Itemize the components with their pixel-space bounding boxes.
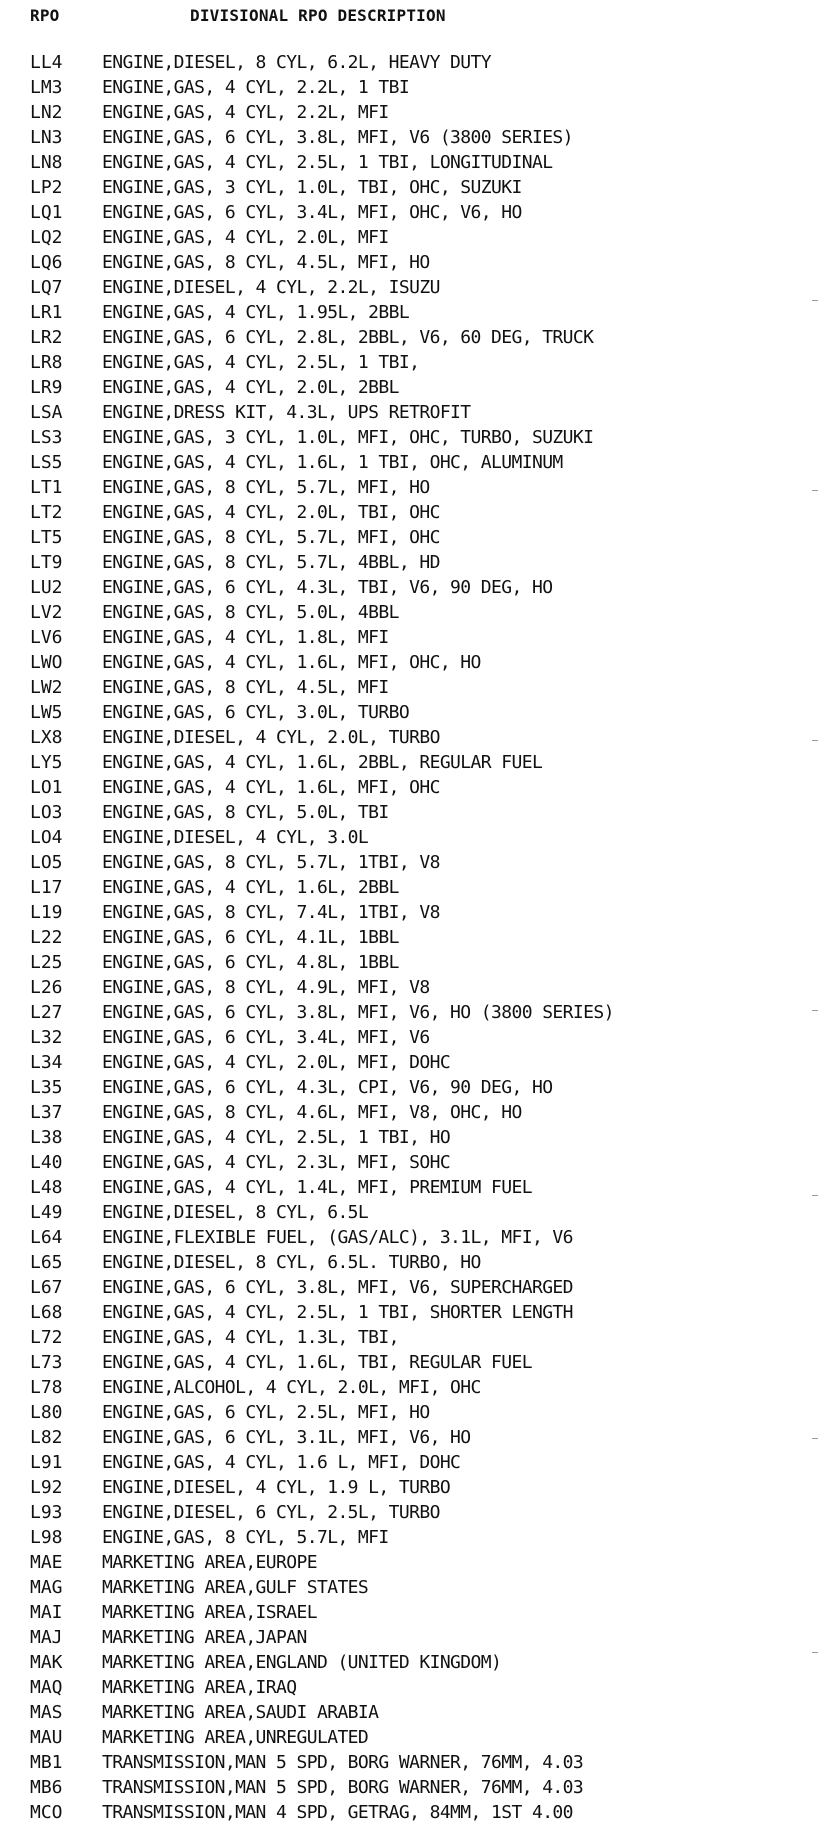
margin-mark: [812, 1195, 818, 1196]
table-row: [30, 1325, 810, 1350]
rpo-description: MARKETING AREA,JAPAN: [102, 1627, 307, 1648]
rpo-code: L25: [30, 952, 63, 973]
rpo-code: L72: [30, 1327, 63, 1348]
rpo-code: L65: [30, 1252, 63, 1273]
table-row: [30, 150, 810, 175]
rpo-code: MAG: [30, 1577, 63, 1598]
rpo-description: ENGINE,GAS, 4 CYL, 1.8L, MFI: [102, 627, 389, 648]
table-row: [30, 1200, 810, 1225]
rpo-description: ENGINE,GAS, 6 CYL, 4.3L, TBI, V6, 90 DEG, HO: [102, 577, 553, 598]
table-row: [30, 1525, 810, 1550]
rpo-description: ENGINE,GAS, 4 CYL, 1.6L, 2BBL: [102, 877, 399, 898]
table-row: [30, 1250, 810, 1275]
rpo-description: MARKETING AREA,EUROPE: [102, 1552, 317, 1573]
rpo-code: L38: [30, 1127, 63, 1148]
rpo-description: ENGINE,GAS, 4 CYL, 1.6L, MFI, OHC: [102, 777, 440, 798]
rpo-code: LO1: [30, 777, 63, 798]
table-row: [30, 1650, 810, 1675]
table-row: [30, 1175, 810, 1200]
table-row: [30, 1275, 810, 1300]
rpo-description: ENGINE,ALCOHOL, 4 CYL, 2.0L, MFI, OHC: [102, 1377, 481, 1398]
rpo-description: ENGINE,GAS, 4 CYL, 1.3L, TBI,: [102, 1327, 399, 1348]
table-row: [30, 625, 810, 650]
table-row: [30, 1700, 810, 1725]
table-row: [30, 250, 810, 275]
table-row: [30, 1075, 810, 1100]
rpo-code: L67: [30, 1277, 63, 1298]
rpo-code: L32: [30, 1027, 63, 1048]
table-row: [30, 1400, 810, 1425]
rpo-description: ENGINE,GAS, 8 CYL, 4.9L, MFI, V8: [102, 977, 430, 998]
table-row: [30, 675, 810, 700]
rpo-description: MARKETING AREA,SAUDI ARABIA: [102, 1702, 379, 1723]
table-row: [30, 1575, 810, 1600]
table-row: [30, 825, 810, 850]
rpo-code: LO4: [30, 827, 63, 848]
rpo-code: LN3: [30, 127, 63, 148]
table-row: [30, 100, 810, 125]
rpo-code: MB6: [30, 1777, 63, 1798]
rpo-code: LM3: [30, 77, 63, 98]
rpo-code: LR9: [30, 377, 63, 398]
rpo-code: L82: [30, 1427, 63, 1448]
rpo-description: ENGINE,DIESEL, 4 CYL, 2.2L, ISUZU: [102, 277, 440, 298]
rpo-code: L34: [30, 1052, 63, 1073]
table-row: [30, 1725, 810, 1750]
rpo-code: LSA: [30, 402, 63, 423]
rpo-list: [30, 50, 810, 1825]
table-row: [30, 175, 810, 200]
rpo-description: ENGINE,GAS, 4 CYL, 2.3L, MFI, SOHC: [102, 1152, 451, 1173]
rpo-code: MAQ: [30, 1677, 63, 1698]
rpo-code: LQ1: [30, 202, 63, 223]
margin-mark: [812, 1652, 818, 1653]
table-row: [30, 1475, 810, 1500]
rpo-description: ENGINE,GAS, 6 CYL, 3.4L, MFI, OHC, V6, HO: [102, 202, 522, 223]
rpo-code: LQ6: [30, 252, 63, 273]
rpo-description: MARKETING AREA,GULF STATES: [102, 1577, 369, 1598]
rpo-description: ENGINE,GAS, 6 CYL, 3.8L, MFI, V6, SUPERCHARGED: [102, 1277, 573, 1298]
rpo-description: ENGINE,GAS, 8 CYL, 5.7L, 4BBL, HD: [102, 552, 440, 573]
rpo-code: L26: [30, 977, 63, 998]
rpo-code: L68: [30, 1302, 63, 1323]
table-row: [30, 75, 810, 100]
rpo-code: LP2: [30, 177, 63, 198]
rpo-description: ENGINE,GAS, 6 CYL, 3.1L, MFI, V6, HO: [102, 1427, 471, 1448]
rpo-description: ENGINE,GAS, 6 CYL, 3.8L, MFI, V6, HO (3800 SERIES): [102, 1002, 614, 1023]
rpo-description: ENGINE,GAS, 8 CYL, 5.7L, 1TBI, V8: [102, 852, 440, 873]
rpo-description: TRANSMISSION,MAN 5 SPD, BORG WARNER, 76MM, 4.03: [102, 1752, 584, 1773]
rpo-description: ENGINE,GAS, 6 CYL, 3.0L, TURBO: [102, 702, 410, 723]
rpo-description: ENGINE,GAS, 8 CYL, 5.7L, MFI, OHC: [102, 527, 440, 548]
table-row: [30, 750, 810, 775]
rpo-code: LQ7: [30, 277, 63, 298]
rpo-code: MAE: [30, 1552, 63, 1573]
table-row: [30, 575, 810, 600]
table-row: [30, 925, 810, 950]
rpo-description: ENGINE,DIESEL, 8 CYL, 6.2L, HEAVY DUTY: [102, 52, 492, 73]
rpo-code: L91: [30, 1452, 63, 1473]
rpo-code: LW2: [30, 677, 63, 698]
rpo-description: ENGINE,GAS, 4 CYL, 1.6L, 2BBL, REGULAR FUEL: [102, 752, 543, 773]
rpo-code: LO5: [30, 852, 63, 873]
margin-mark: [812, 300, 818, 301]
table-row: [30, 1025, 810, 1050]
rpo-code: L17: [30, 877, 63, 898]
rpo-code: LO3: [30, 802, 63, 823]
rpo-code: L93: [30, 1502, 63, 1523]
table-row: [30, 50, 810, 75]
rpo-description: ENGINE,GAS, 8 CYL, 5.0L, 4BBL: [102, 602, 399, 623]
rpo-description: ENGINE,GAS, 4 CYL, 1.6 L, MFI, DOHC: [102, 1452, 461, 1473]
rpo-description: ENGINE,GAS, 6 CYL, 2.5L, MFI, HO: [102, 1402, 430, 1423]
rpo-code: MAI: [30, 1602, 63, 1623]
table-row: [30, 700, 810, 725]
rpo-description: ENGINE,DIESEL, 4 CYL, 2.0L, TURBO: [102, 727, 440, 748]
rpo-code: LW5: [30, 702, 63, 723]
rpo-code: LT9: [30, 552, 63, 573]
rpo-description: ENGINE,DIESEL, 8 CYL, 6.5L: [102, 1202, 369, 1223]
rpo-code: L27: [30, 1002, 63, 1023]
table-row: [30, 1425, 810, 1450]
rpo-description: ENGINE,GAS, 8 CYL, 7.4L, 1TBI, V8: [102, 902, 440, 923]
rpo-description: ENGINE,DIESEL, 6 CYL, 2.5L, TURBO: [102, 1502, 440, 1523]
description-column-header: DIVISIONAL RPO DESCRIPTION: [190, 6, 446, 25]
rpo-code: L37: [30, 1102, 63, 1123]
rpo-code: LR1: [30, 302, 63, 323]
rpo-code: L78: [30, 1377, 63, 1398]
rpo-description: ENGINE,GAS, 6 CYL, 3.8L, MFI, V6 (3800 SERIES): [102, 127, 573, 148]
rpo-code: LV6: [30, 627, 63, 648]
rpo-code: L49: [30, 1202, 63, 1223]
rpo-code: LWO: [30, 652, 63, 673]
rpo-description: ENGINE,GAS, 3 CYL, 1.0L, MFI, OHC, TURBO, SUZUKI: [102, 427, 594, 448]
rpo-code: L19: [30, 902, 63, 923]
rpo-description: ENGINE,DIESEL, 8 CYL, 6.5L. TURBO, HO: [102, 1252, 481, 1273]
table-row: [30, 1600, 810, 1625]
table-row: [30, 775, 810, 800]
table-row: [30, 500, 810, 525]
rpo-description: ENGINE,GAS, 4 CYL, 2.0L, TBI, OHC: [102, 502, 440, 523]
rpo-code: L92: [30, 1477, 63, 1498]
rpo-code: L22: [30, 927, 63, 948]
table-row: [30, 650, 810, 675]
table-row: [30, 300, 810, 325]
table-row: [30, 425, 810, 450]
rpo-code: LR8: [30, 352, 63, 373]
table-row: [30, 1125, 810, 1150]
rpo-description: ENGINE,GAS, 4 CYL, 1.4L, MFI, PREMIUM FUEL: [102, 1177, 532, 1198]
rpo-code: MB1: [30, 1752, 63, 1773]
rpo-description: ENGINE,GAS, 4 CYL, 1.95L, 2BBL: [102, 302, 410, 323]
table-row: [30, 850, 810, 875]
rpo-code: LR2: [30, 327, 63, 348]
table-row: [30, 600, 810, 625]
table-row: [30, 1375, 810, 1400]
table-row: [30, 1150, 810, 1175]
table-header: [30, 6, 790, 32]
margin-mark: [812, 490, 818, 491]
rpo-description: ENGINE,GAS, 4 CYL, 2.0L, 2BBL: [102, 377, 399, 398]
rpo-code: L35: [30, 1077, 63, 1098]
rpo-code: L48: [30, 1177, 63, 1198]
margin-mark: [812, 740, 818, 741]
rpo-description: MARKETING AREA,ISRAEL: [102, 1602, 317, 1623]
table-row: [30, 1775, 810, 1800]
rpo-code: LN8: [30, 152, 63, 173]
rpo-code: L64: [30, 1227, 63, 1248]
table-row: [30, 450, 810, 475]
rpo-description: ENGINE,GAS, 8 CYL, 4.5L, MFI, HO: [102, 252, 430, 273]
rpo-description: ENGINE,GAS, 4 CYL, 1.6L, MFI, OHC, HO: [102, 652, 481, 673]
rpo-description: MARKETING AREA,UNREGULATED: [102, 1727, 369, 1748]
table-row: [30, 725, 810, 750]
rpo-description: MARKETING AREA,IRAQ: [102, 1677, 297, 1698]
rpo-description: ENGINE,GAS, 8 CYL, 5.0L, TBI: [102, 802, 389, 823]
table-row: [30, 1225, 810, 1250]
table-row: [30, 1050, 810, 1075]
rpo-code: L80: [30, 1402, 63, 1423]
table-row: [30, 975, 810, 1000]
table-row: [30, 200, 810, 225]
table-row: [30, 1300, 810, 1325]
rpo-description: ENGINE,GAS, 4 CYL, 2.5L, 1 TBI, LONGITUDINAL: [102, 152, 553, 173]
rpo-description: ENGINE,GAS, 6 CYL, 3.4L, MFI, V6: [102, 1027, 430, 1048]
rpo-description: ENGINE,GAS, 4 CYL, 2.5L, 1 TBI, HO: [102, 1127, 451, 1148]
rpo-description: MARKETING AREA,ENGLAND (UNITED KINGDOM): [102, 1652, 502, 1673]
table-row: [30, 1100, 810, 1125]
rpo-description: ENGINE,GAS, 8 CYL, 4.6L, MFI, V8, OHC, HO: [102, 1102, 522, 1123]
rpo-code: LS5: [30, 452, 63, 473]
table-row: [30, 875, 810, 900]
rpo-description: TRANSMISSION,MAN 5 SPD, BORG WARNER, 76MM, 4.03: [102, 1777, 584, 1798]
rpo-description: ENGINE,GAS, 4 CYL, 2.2L, 1 TBI: [102, 77, 410, 98]
rpo-description: ENGINE,GAS, 6 CYL, 2.8L, 2BBL, V6, 60 DEG, TRUCK: [102, 327, 594, 348]
rpo-description: ENGINE,GAS, 8 CYL, 5.7L, MFI, HO: [102, 477, 430, 498]
table-row: [30, 225, 810, 250]
rpo-description: ENGINE,GAS, 4 CYL, 2.0L, MFI, DOHC: [102, 1052, 451, 1073]
rpo-description: ENGINE,DIESEL, 4 CYL, 3.0L: [102, 827, 369, 848]
margin-mark: [812, 1438, 818, 1439]
rpo-description: ENGINE,FLEXIBLE FUEL, (GAS/ALC), 3.1L, MFI, V6: [102, 1227, 573, 1248]
rpo-code: LS3: [30, 427, 63, 448]
rpo-code: LT5: [30, 527, 63, 548]
table-row: [30, 1450, 810, 1475]
rpo-code: LL4: [30, 52, 63, 73]
rpo-description: ENGINE,GAS, 6 CYL, 4.3L, CPI, V6, 90 DEG, HO: [102, 1077, 553, 1098]
table-row: [30, 550, 810, 575]
table-row: [30, 900, 810, 925]
rpo-description: ENGINE,DIESEL, 4 CYL, 1.9 L, TURBO: [102, 1477, 451, 1498]
rpo-description: ENGINE,GAS, 4 CYL, 2.0L, MFI: [102, 227, 389, 248]
rpo-code: LV2: [30, 602, 63, 623]
rpo-description: ENGINE,GAS, 8 CYL, 4.5L, MFI: [102, 677, 389, 698]
rpo-code: L98: [30, 1527, 63, 1548]
rpo-code: LX8: [30, 727, 63, 748]
rpo-description: ENGINE,GAS, 6 CYL, 4.8L, 1BBL: [102, 952, 399, 973]
rpo-column-header: RPO: [30, 6, 60, 25]
table-row: [30, 1350, 810, 1375]
rpo-code: LT1: [30, 477, 63, 498]
table-row: [30, 525, 810, 550]
table-row: [30, 350, 810, 375]
rpo-description: ENGINE,GAS, 4 CYL, 2.5L, 1 TBI,: [102, 352, 420, 373]
table-row: [30, 1500, 810, 1525]
table-row: [30, 275, 810, 300]
rpo-description: ENGINE,GAS, 4 CYL, 1.6L, TBI, REGULAR FUEL: [102, 1352, 532, 1373]
rpo-description: ENGINE,GAS, 8 CYL, 5.7L, MFI: [102, 1527, 389, 1548]
table-row: [30, 400, 810, 425]
table-row: [30, 475, 810, 500]
margin-mark: [812, 1010, 818, 1011]
table-row: [30, 1550, 810, 1575]
table-row: [30, 1625, 810, 1650]
rpo-code: LQ2: [30, 227, 63, 248]
rpo-code: LT2: [30, 502, 63, 523]
rpo-code: L40: [30, 1152, 63, 1173]
rpo-code: MAK: [30, 1652, 63, 1673]
table-row: [30, 375, 810, 400]
rpo-code: LY5: [30, 752, 63, 773]
rpo-description: ENGINE,GAS, 3 CYL, 1.0L, TBI, OHC, SUZUKI: [102, 177, 522, 198]
rpo-code: LN2: [30, 102, 63, 123]
table-row: [30, 325, 810, 350]
table-row: [30, 1675, 810, 1700]
table-row: [30, 800, 810, 825]
table-row: [30, 1800, 810, 1825]
rpo-description: ENGINE,GAS, 4 CYL, 2.2L, MFI: [102, 102, 389, 123]
rpo-description: ENGINE,DRESS KIT, 4.3L, UPS RETROFIT: [102, 402, 471, 423]
rpo-description: ENGINE,GAS, 6 CYL, 4.1L, 1BBL: [102, 927, 399, 948]
rpo-code: LU2: [30, 577, 63, 598]
table-row: [30, 950, 810, 975]
rpo-code: MCO: [30, 1802, 63, 1823]
table-row: [30, 125, 810, 150]
rpo-description: TRANSMISSION,MAN 4 SPD, GETRAG, 84MM, 1ST 4.00: [102, 1802, 573, 1823]
table-row: [30, 1750, 810, 1775]
rpo-code: MAJ: [30, 1627, 63, 1648]
rpo-code: MAS: [30, 1702, 63, 1723]
rpo-description: ENGINE,GAS, 4 CYL, 2.5L, 1 TBI, SHORTER LENGTH: [102, 1302, 573, 1323]
table-row: [30, 1000, 810, 1025]
rpo-description: ENGINE,GAS, 4 CYL, 1.6L, 1 TBI, OHC, ALUMINUM: [102, 452, 563, 473]
rpo-code: L73: [30, 1352, 63, 1373]
rpo-code: MAU: [30, 1727, 63, 1748]
